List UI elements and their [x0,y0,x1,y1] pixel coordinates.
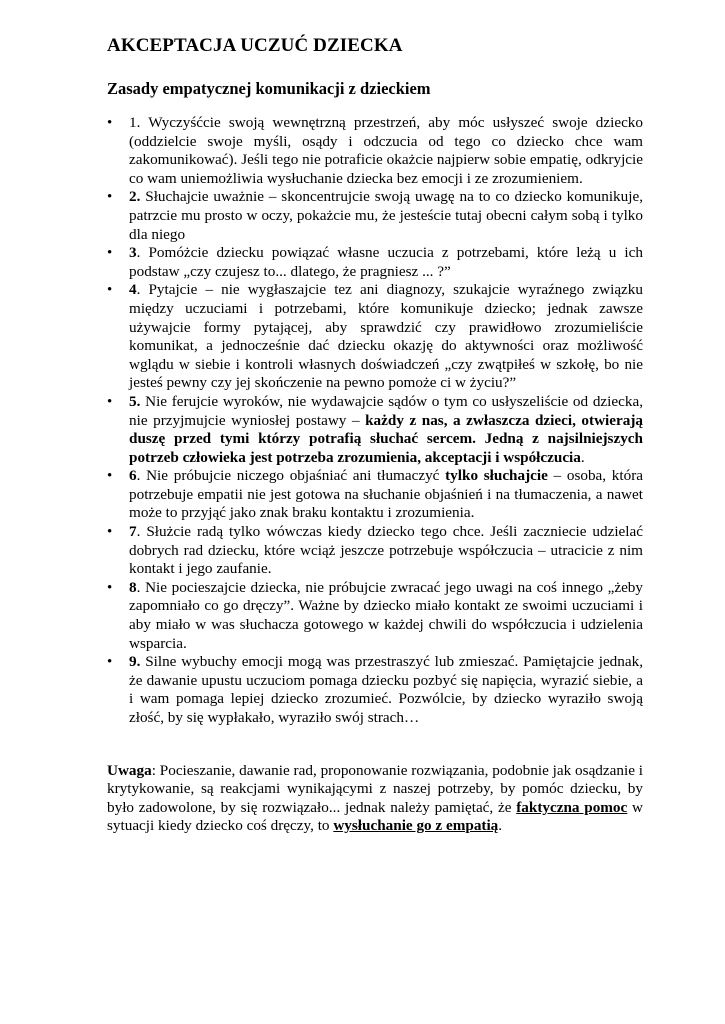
rule-item [107,523,643,579]
rule-number: 7 [129,523,137,541]
rule-text: . Służcie radą tylko wówczas kiedy dziecko tego chce. Jeśli zaczniecie udzielać dobrych rad dziecku, które wciąż jeszcze potrzebuje współczucia – utracicie z nim kontakt i jego zaufanie. [129,523,643,578]
rule-item [107,653,643,727]
rule-number: 2. [129,188,141,206]
bullet-icon: • [107,245,113,262]
rule-text: . Pytajcie – nie wygłaszajcie tez ani diagnozy, szukajcie wyraźnego związku między uczuciami i potrzebami, które komunikuje dziecko; jednak zawsze używajcie formy pytającej, aby sprawdzić czy prawidłowo zrozumieliście komunikat, a jednocześnie dać dziecku okazję do aktywności oraz możliwość wglądu w siebie i kontroli własnych doświadczeń „czy zwątpiłeś w szkołę, bo nie jesteś pewny czy jej skończenie na pewno pomoże ci w życiu?” [129,281,643,392]
bullet-icon: • [107,468,113,485]
rule-text: Silne wybuchy emocji mogą was przestraszyć lub zmieszać. Pamiętajcie jednak, że dawanie upustu uczuciom pomaga dziecku pozbyć się napięcia, wyrazić siebie, a i wam pomaga lepiej dziecko zrozumieć. Pozwólcie, by dziecko wyraziło swoją złość, by się wypłakało, wyraziło swój strach… [129,653,643,726]
rule-text: Słuchajcie uważnie – skoncentrujcie swoją uwagę na to co dziecko komunikuje, patrzcie mu prosto w oczy, pokażcie mu, że jesteście tutaj obecni całym sobą i tylko dla niego [129,188,643,243]
bullet-icon: • [107,524,113,541]
rule-item [107,393,643,467]
rule-item [107,579,643,653]
bullet-icon: • [107,282,113,299]
rule-number: 6 [129,467,137,485]
bullet-icon: • [107,115,113,131]
rule-emphasis: każdy z nas, a zwłaszcza dzieci, otwierają duszę przed tymi którzy potrafią słuchać sercem. Jedną z najsilniejszych potrzeb człowieka jest potrzeba zrozumienia, akceptacji i współczucia [129,411,643,466]
rule-item [107,281,643,393]
page-subtitle: Zasady empatycznej komunikacji z dzieckiem [107,79,431,98]
rule-number: 9. [129,653,141,671]
note-label: Uwaga [107,761,152,779]
rule-text-end: . [580,448,585,466]
rule-item [107,188,643,244]
note-text-3: . [498,817,503,835]
rule-emphasis: tylko słuchajcie [445,467,548,485]
bullet-icon: • [107,393,113,410]
rule-item [107,114,643,188]
rule-number: 4 [129,281,137,299]
note-paragraph [107,762,643,836]
rule-text: . Wyczyśćcie swoją wewnętrzną przestrzeń, aby móc usłyszeć swoje dziecko (oddzielcie swoje myśli, osądy i odczucia od tego co dziecko chce wam zakomunikować). Jeśli tego nie potraficie okażcie najpierw sobie empatię, odkryjcie co wam uniemożliwia wysłuchanie dziecka bez emocji i ze zrozumieniem. [129,114,643,187]
rule-text-end: – osoba, która potrzebuje empatii nie jest gotowa na słuchanie objaśnień i na tłumaczenia, a nawet może to przyjąć jako znak braku kontaktu i zrozumienia. [129,467,643,522]
note-text-2: w sytuacji kiedy dziecko coś dręczy, to [107,798,644,835]
rules-list [107,114,643,728]
rule-number: 1 [129,114,137,131]
note-emphasis-2: wysłuchanie go z empatią [333,817,499,835]
rule-text: . Nie próbujcie niczego objaśniać ani tłumaczyć [136,467,446,485]
bullet-icon: • [107,579,113,596]
rule-item [107,467,643,523]
page-title: AKCEPTACJA UCZUĆ DZIECKA [107,35,403,56]
rule-text: . Pomóżcie dziecku powiązać własne uczucia z potrzebami, które leżą u ich podstaw „czy czujesz to... dlatego, że pragniesz ... ?” [129,244,643,280]
rule-number: 5. [129,392,141,410]
rule-number: 3 [129,244,137,262]
rule-number: 8 [129,578,137,596]
rule-text: . Nie pocieszajcie dziecka, nie próbujcie zwracać jego uwagi na coś innego „żeby zapomniało co go dręczy”. Ważne by dziecko miało kontakt ze swoimi uczuciami i aby miało w was słuchacza gotowego w każdej chwili do współczucia i udzielenia wsparcia. [129,578,643,652]
bullet-icon: • [107,189,113,206]
note-text-1: : Pocieszanie, dawanie rad, proponowanie rozwiązania, podobnie jak osądzanie i krytykowanie, są reakcjami wynikającymi z naszej potrzeby, by pomóc dziecku, by było zadowolone, by się rozwiązało... jednak należy pamiętać, że [107,761,643,816]
bullet-icon: • [107,654,113,671]
note-emphasis-1: faktyczna pomoc [516,798,628,816]
rule-text: Nie ferujcie wyroków, nie wydawajcie sądów o tym co usłyszeliście od dziecka, nie przyjmujcie wyniosłej postawy – [129,392,643,429]
rule-item [107,244,643,281]
